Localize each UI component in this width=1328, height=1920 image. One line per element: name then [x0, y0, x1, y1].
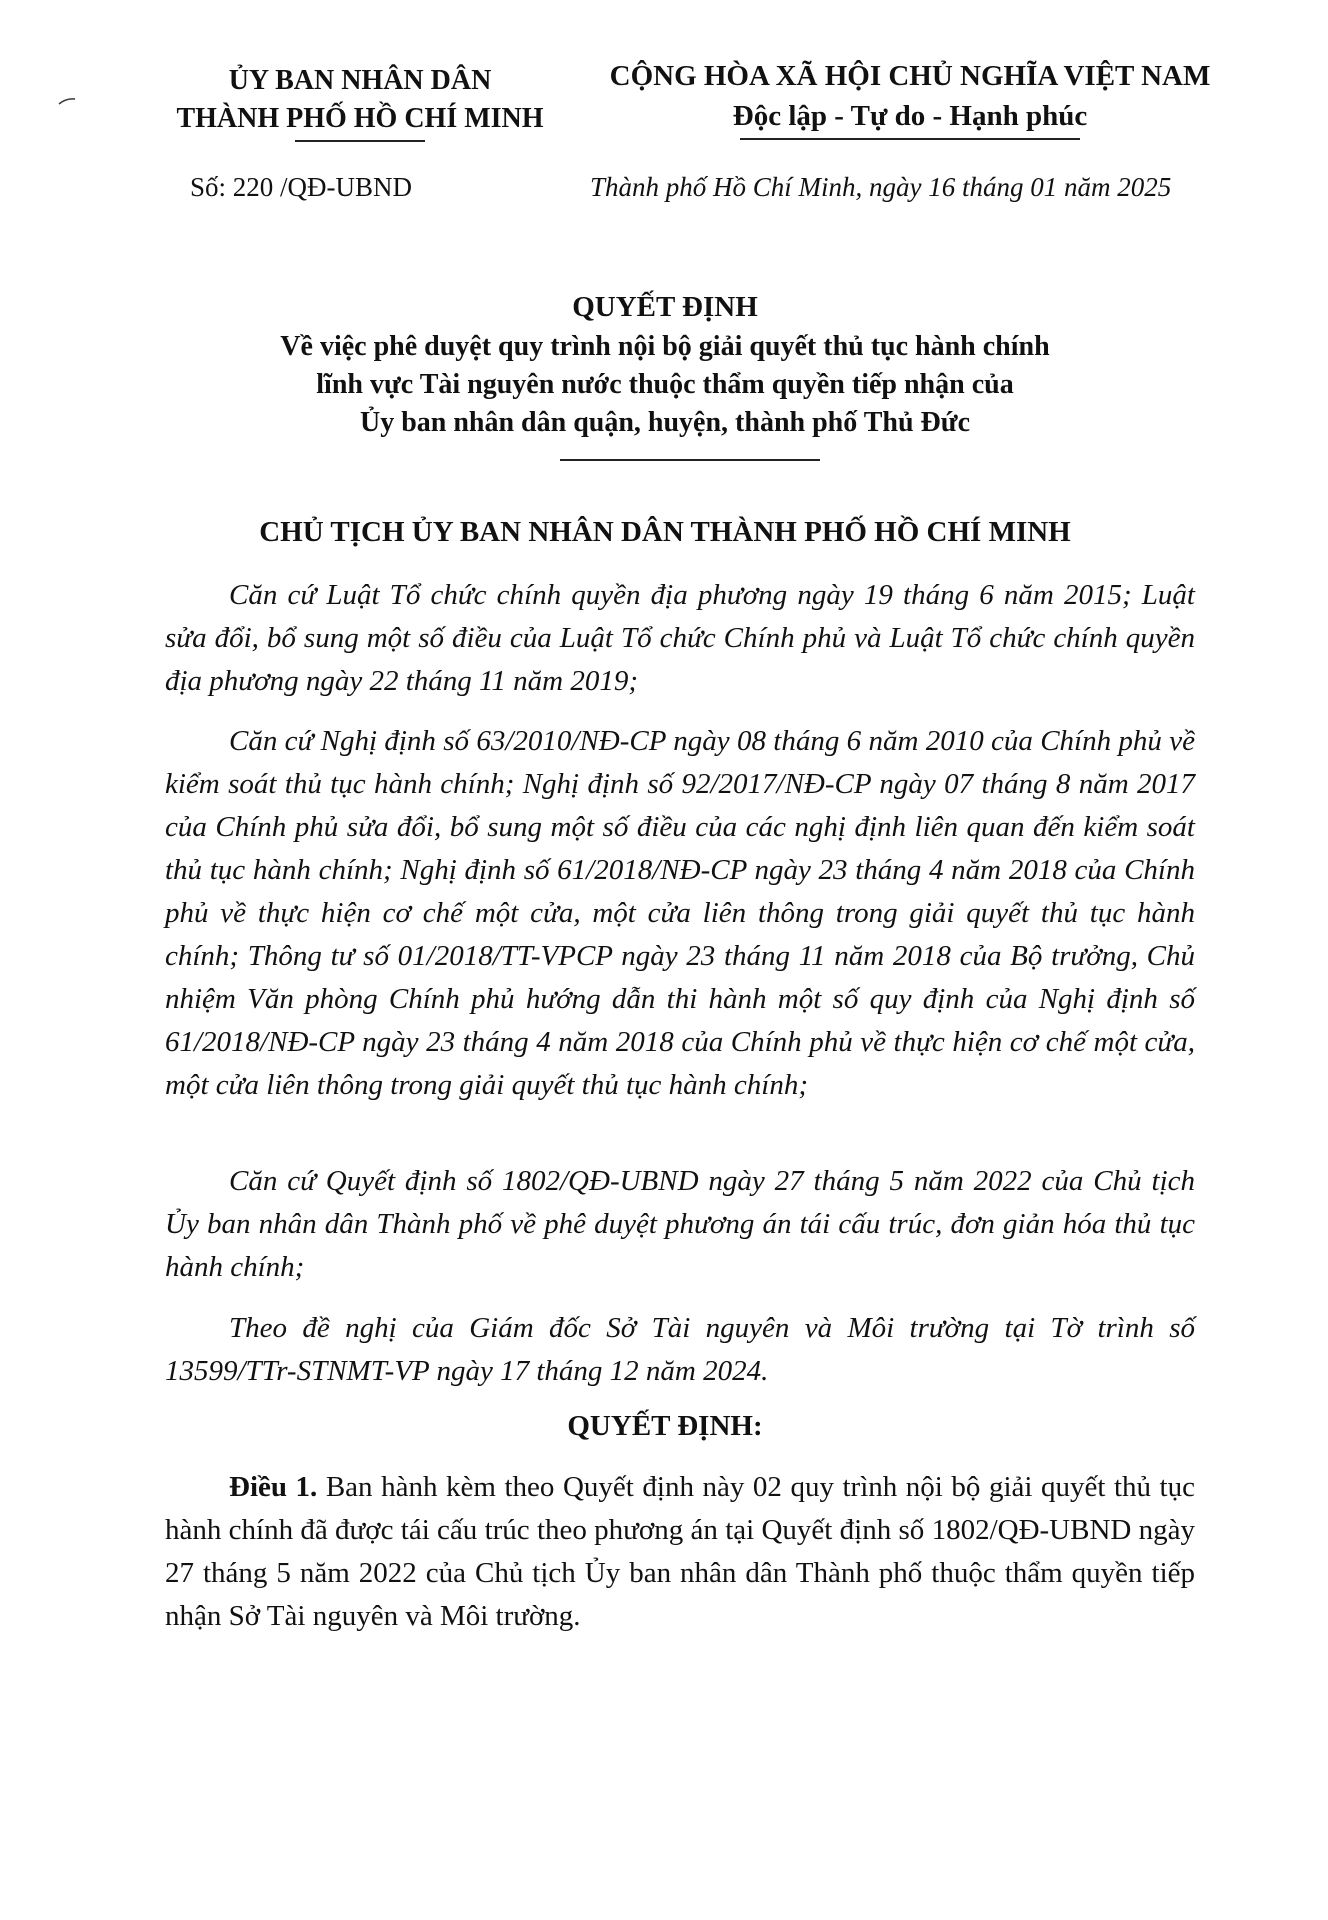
legal-basis-2: Căn cứ Nghị định số 63/2010/NĐ-CP ngày 08 tháng 6 năm 2010 của Chính phủ về kiểm soát thủ tục hành chính; Nghị định số 92/2017/NĐ-CP ngày 07 tháng 8 năm 2017 của Chính phủ sửa đổi, bổ sung một số điều của các nghị định liên quan đến kiểm soát thủ tục hành chính; Nghị định số 61/2018/NĐ-CP ngày 23 tháng 4 năm 2018 của Chính phủ về thực hiện cơ chế một cửa, một cửa liên thông trong giải quyết thủ tục hành chính; Thông tư số 01/2018/TT-VPCP ngày 23 tháng 11 năm 2018 của Bộ trưởng, Chủ nhiệm Văn phòng Chính phủ hướng dẫn thi hành một số quy định của Nghị định số 61/2018/NĐ-CP ngày 23 tháng 4 năm 2018 của Chính phủ về thực hiện cơ chế một cửa, một cửa liên thông trong giải quyết thủ tục hành chính;: [165, 725, 1195, 1101]
article-1-text: Ban hành kèm theo Quyết định này 02 quy trình nội bộ giải quyết thủ tục hành chính đã được tái cấu trúc theo phương án tại Quyết định số 1802/QĐ-UBND ngày 27 tháng 5 năm 2022 của Chủ tịch Ủy ban nhân dân Thành phố thuộc thẩm quyền tiếp nhận Sở Tài nguyên và Môi trường.: [165, 1471, 1195, 1632]
title-underline: [560, 459, 820, 461]
legal-basis-4: Theo đề nghị của Giám đốc Sở Tài nguyên và Môi trường tại Tờ trình số 13599/TTr-STNMT-VP ngày 17 tháng 12 năm 2024.: [165, 1312, 1195, 1387]
article-1: [165, 1466, 1195, 1638]
title-line-3: Ủy ban nhân dân quận, huyện, thành phố Thủ Đức: [359, 407, 971, 438]
decision-heading: QUYẾT ĐỊNH:: [567, 1410, 763, 1442]
issuing-authority: CHỦ TỊCH ỦY BAN NHÂN DÂN THÀNH PHỐ HỒ CHÍ MINH: [259, 516, 1071, 548]
national-motto: [560, 56, 1260, 140]
country-name: CỘNG HÒA XÃ HỘI CHỦ NGHĨA VIỆT NAM: [609, 60, 1211, 92]
document-number: Số: 220 /QĐ-UBND: [190, 172, 413, 202]
document-title: [160, 288, 1170, 442]
title-line-2: lĩnh vực Tài nguyên nước thuộc thẩm quyền tiếp nhận của: [316, 369, 1014, 400]
motto-underline: [740, 138, 1080, 140]
document-date: Thành phố Hồ Chí Minh, ngày 16 tháng 01 năm 2025: [590, 172, 1172, 202]
issuing-agency: [150, 62, 570, 142]
agency-line-2: THÀNH PHỐ HỒ CHÍ MINH: [176, 103, 544, 134]
legal-basis-1: Căn cứ Luật Tổ chức chính quyền địa phương ngày 19 tháng 6 năm 2015; Luật sửa đổi, bổ sung một số điều của Luật Tổ chức Chính phủ và Luật Tổ chức chính quyền địa phương ngày 22 tháng 11 năm 2019;: [165, 579, 1195, 697]
article-1-label: Điều 1.: [229, 1471, 318, 1503]
agency-line-1: ỦY BAN NHÂN DÂN: [228, 65, 492, 96]
title-line-1: Về việc phê duyệt quy trình nội bộ giải quyết thủ tục hành chính: [280, 331, 1050, 362]
legal-basis-3: Căn cứ Quyết định số 1802/QĐ-UBND ngày 27 tháng 5 năm 2022 của Chủ tịch Ủy ban nhân dân Thành phố về phê duyệt phương án tái cấu trúc, đơn giản hóa thủ tục hành chính;: [165, 1165, 1195, 1283]
agency-underline: [295, 140, 425, 142]
title-main: QUYẾT ĐỊNH: [572, 291, 758, 323]
scan-mark: [58, 96, 76, 106]
motto: Độc lập - Tự do - Hạnh phúc: [732, 100, 1088, 132]
